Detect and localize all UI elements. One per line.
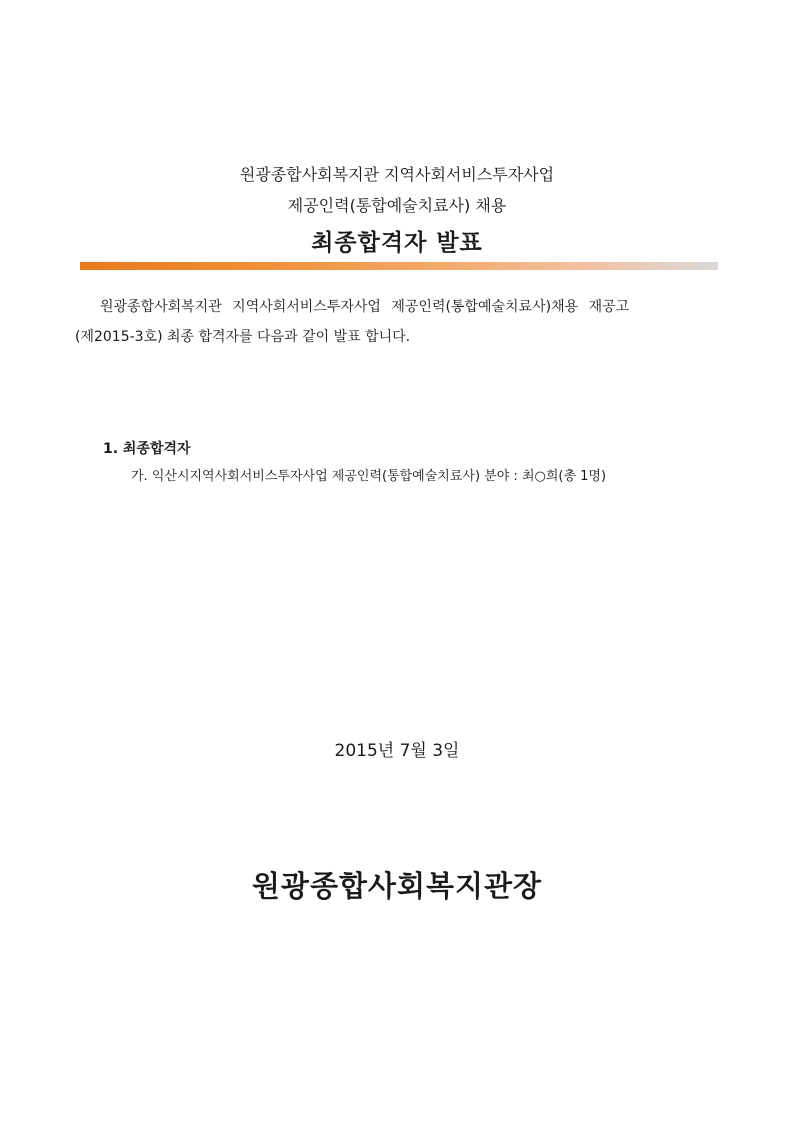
announcement-date: 2015년 7월 3일 [334, 741, 460, 761]
announcement-line-1: 원광종합사회복지관 지역사회서비스투자사업 제공인력(통합예술치료사)채용 재공고 [100, 299, 630, 315]
section-heading: 1. 최종합격자 [103, 441, 191, 457]
title-underline-bar [80, 262, 718, 270]
document-title: 최종합격자 발표 [311, 230, 483, 256]
header-line-2: 제공인력(통합예술치료사) 채용 [287, 196, 507, 215]
header-line-1: 원광종합사회복지관 지역사회서비스투자사업 [239, 165, 555, 184]
issuer-signature: 원광종합사회복지관장 [251, 869, 543, 903]
announcement-line-2: (제2015-3호) 최종 합격자를 다음과 같이 발표 합니다. [75, 329, 411, 345]
section-item: 가. 익산시지역사회서비스투자사업 제공인력(통합예술치료사) 분야 : 최○희(총 1명) [131, 469, 607, 484]
